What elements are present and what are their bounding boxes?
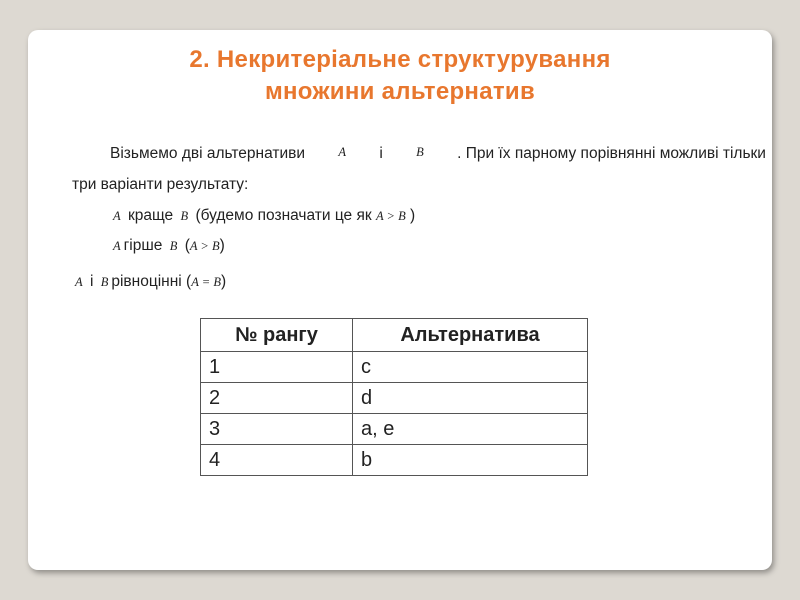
var-b: B [416, 145, 424, 159]
rank-cell: 2 [201, 383, 353, 414]
paragraph-line-2: три варіанти результату: [72, 176, 249, 193]
close-paren: ) [410, 207, 416, 224]
slide-title [28, 44, 772, 108]
rank-cell: 4 [201, 445, 353, 476]
var-b: B [180, 209, 189, 223]
rank-cell: 3 [201, 414, 353, 445]
title-line-1: 2. Некритеріальне структурування [189, 46, 611, 73]
paragraph-text-start: Візьмемо дві альтернативи [110, 145, 306, 162]
word-equivalent: рівноцінні [111, 273, 182, 290]
conjunction-i: і [379, 145, 383, 162]
open-paren: ( [184, 237, 190, 254]
word-better: краще [127, 207, 174, 224]
word-worse: гірше [123, 237, 163, 254]
rank-cell: 1 [201, 352, 353, 383]
var-a: A [113, 209, 121, 223]
rank-table [200, 318, 588, 476]
header-alternative: Альтернатива [353, 319, 588, 352]
table-row [201, 414, 588, 445]
result-equivalent [72, 273, 226, 291]
note-text: (будемо позначати це як [195, 207, 372, 224]
result-better [110, 207, 415, 225]
table-row [201, 383, 588, 414]
var-a: A [113, 239, 121, 253]
conjunction-i: і [89, 273, 94, 290]
var-b: B [169, 239, 178, 253]
table-header-row [201, 319, 588, 352]
var-b: B [100, 275, 109, 289]
alternative-cell: c [353, 352, 588, 383]
paragraph-text-end: . При їх парному порівнянні можливі тільки [457, 145, 766, 162]
open-paren: ( [186, 273, 192, 290]
close-paren: ) [219, 237, 225, 254]
table-row [201, 352, 588, 383]
relation-worse: A > B [189, 239, 220, 253]
slide-card [28, 30, 772, 570]
var-a: A [338, 145, 347, 159]
alternative-cell: a, e [353, 414, 588, 445]
close-paren: ) [220, 273, 227, 290]
title-line-2: множини альтернатив [264, 78, 536, 105]
header-rank: № рангу [201, 319, 353, 352]
alternative-cell: d [353, 383, 588, 414]
alternative-cell: b [353, 445, 588, 476]
relation-greater: A > B [375, 209, 406, 223]
var-a: A [75, 275, 83, 289]
table-row [201, 445, 588, 476]
result-worse [110, 237, 225, 255]
paragraph-line-1 [110, 145, 766, 163]
relation-equal: A = B [191, 275, 221, 289]
